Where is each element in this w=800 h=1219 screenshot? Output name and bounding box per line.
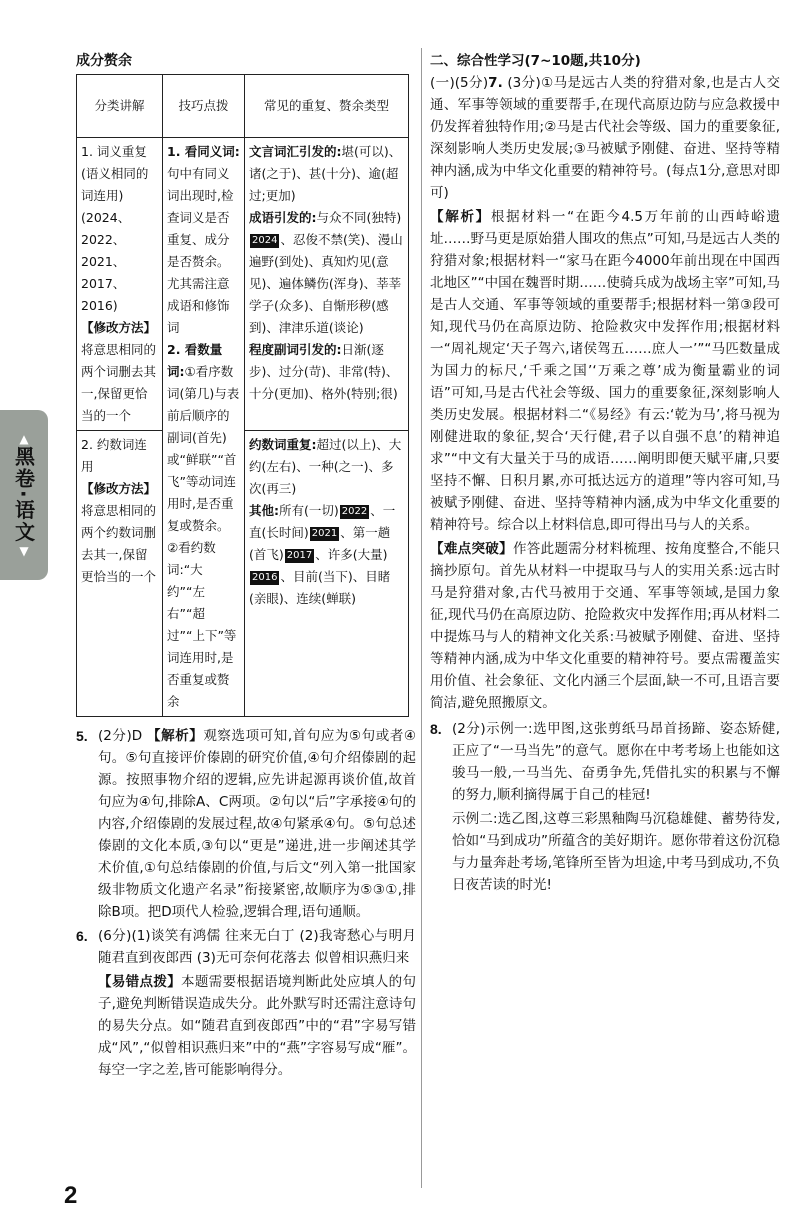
question-5-text: 观察选项可知,首句应为⑤句或者④句。⑤句直接评价傣剧的研究价值,④句介绍傣剧的起源。按照事物介绍的逻辑,应先讲起源再谈价值,故首句应为④句,排除A、C两项。②句以“后”字承接④句的内容,介绍傣剧的发展过程,故④句紧承④句。⑤句总述傣剧的文化本质,③句以“更是”递进,进一步阐述其学术价值,①句总结傣剧的价值,与后文“列入第一批国家级非物质文化遗产名录”衔接紧密,故顺序为⑤③①,排除B项。把D项代人检验,逻辑合理,语句通顺。 bbox=[98, 728, 416, 920]
type4-text: 超过(以上)、大约(左右)、一种(之一)、多次(再三) bbox=[249, 437, 402, 496]
question-7-tag1: 【解析】 bbox=[430, 209, 491, 225]
question-7-number: 7. bbox=[488, 75, 503, 91]
question-7-prefix: (一)(5分) bbox=[430, 75, 489, 91]
row2-types-cell bbox=[245, 431, 409, 717]
question-7 bbox=[430, 72, 780, 714]
question-5-head: (2分)D bbox=[98, 728, 143, 744]
year-badge: 2017 bbox=[286, 549, 313, 561]
type2-a: 与众不同(独特) bbox=[316, 210, 402, 225]
year-badge: 2021 bbox=[311, 527, 338, 539]
row1-category-cell bbox=[77, 138, 163, 431]
tip2-text: ①看序数词(第几)与表前后顺序的副词(首先)或“鲜联”“首飞”等动词连用时,是否重复或赘余。②看约数词:“大约”“左右”“超过”“上下”等词连用时,是否重复或赘余 bbox=[167, 364, 240, 709]
row1-fix-tag: 【修改方法】 bbox=[81, 320, 157, 335]
year-badge: 2016 bbox=[252, 571, 278, 583]
row1-fix-text: 将意思相同的两个词删去其一,保留更恰当的一个 bbox=[81, 342, 157, 423]
question-8-example2 bbox=[452, 808, 780, 896]
other-title: 其他: bbox=[249, 503, 279, 518]
question-7-answer: (3分)①马是远古人类的狩猎对象,也是古人交通、军事等领域的重要帮手,在现代高原边防与应急救援中仍发挥着独特作用;②马是古代社会等级、国力的重要象征,深刻影响人类历史发展;③马被赋予刚健、奋进、坚持等精神内涵,成为中华文化重要的精神符号。(每点1分,意思对即可) bbox=[430, 75, 780, 201]
table-header-types: 常见的重复、赘余类型 bbox=[245, 75, 409, 138]
question-7-text2: 作答此题需分材料梳理、按角度整合,不能只摘抄原句。首先从材料一中提取马与人的实用关系:远古时马是狩猎对象,古代马被用于交通、军事等领域,是国力象征,现代马仍在高原边防、抢险救灾中发挥作用;再从材料二中提炼马与人的精神文化关系:马被赋予刚健、奋进、坚持等精神内涵,成为中华文化重要的精神符号。要点需覆盖实用价值、社会象征、文化内涵三个层面,缺一不可,且语言要简洁,避免照搬原文。 bbox=[430, 541, 780, 711]
question-6-explain bbox=[98, 971, 416, 1081]
question-5-tag: 【解析】 bbox=[147, 728, 204, 744]
type4-title: 约数词重复: bbox=[249, 437, 317, 452]
table-header-row bbox=[77, 75, 409, 138]
type3-text: 日渐(逐步)、过分(苛)、非常(特)、十分(更加)、格外(特别;很) bbox=[249, 342, 399, 401]
question-6-text: 本题需要根据语境判断此处应填人的句子,避免判断错误造成失分。此外默写时还需注意诗句的易失分点。如“随君直到夜郎西”中的“君”字易写错成“风”,“似曾相识燕归来”中的“燕”字容易写成“雁”。每空一字之差,皆可能影响得分。 bbox=[98, 974, 417, 1078]
row2-fix-tag: 【修改方法】 bbox=[81, 481, 157, 496]
question-8-number: 8. bbox=[430, 721, 442, 737]
right-column bbox=[430, 50, 780, 898]
table-row bbox=[77, 138, 409, 431]
other-e: 、目前(当下)、目睹(亲眼)、连续(蝉联) bbox=[249, 569, 391, 606]
question-5 bbox=[76, 725, 416, 923]
chevron-down-icon: ▼ bbox=[19, 543, 29, 558]
tip2-title: 2. 看数量词: bbox=[167, 342, 223, 379]
type2-b: 、忍俊不禁(笑)、漫山遍野(到处)、真知灼见(意见)、遍体鳞伤(浑身)、莘莘学子(众多)、自惭形秽(感到)、津津乐道(谈论) bbox=[249, 232, 403, 335]
table-header-category: 分类讲解 bbox=[77, 75, 163, 138]
question-7-tag2: 【难点突破】 bbox=[430, 541, 513, 557]
question-8 bbox=[430, 718, 780, 896]
other-a: 所有(一切) bbox=[279, 503, 339, 518]
type2-title: 成语引发的: bbox=[249, 210, 317, 225]
year-badge: 2024 bbox=[252, 234, 278, 246]
question-6-number: 6. bbox=[76, 928, 88, 944]
tip1-title: 1. 看同义词: bbox=[167, 144, 240, 159]
type3-title: 程度副词引发的: bbox=[249, 342, 342, 357]
redundancy-table bbox=[76, 74, 409, 717]
row2-fix-text: 将意思相同的两个约数词删去其一,保留更恰当的一个 bbox=[81, 503, 157, 584]
other-d: 、许多(大量) bbox=[315, 547, 388, 562]
other-b: 、一直(长时间) bbox=[249, 503, 396, 540]
question-7-text1: 根据材料一“在距今4.5万年前的山西峙峪遗址……野马更是原始猎人围攻的焦点”可知,马是远古人类的狩猎对象;根据材料一“家马在距今4000年前出现在中国西北地区”“中国在魏晋时期……使骑兵成为战场主宰”可知,马是古人交通、军事等领域的重要帮手;根据材料一第③段可知,现代马仍在高原边防、抢险救灾中发挥作用;根据材料一“周礼规定‘天子驾六,诸侯驾五……庶人一’”“马匹数量成为国力的标尺,‘千乘之国’‘万乘之尊’成为衡量霸业的词语”可知,马是古代社会等级、国力的重要象征,深刻影响人类历史发展。根据材料二“《易经》有云:‘乾为马’,将马视为刚健进取的象征,契合‘天行健,君子以自强不息’的精神追求”“中文有大量关于马的成语……阐明即便天赋平庸,只要坚持不懈、日积月累,亦可抵达远方的道理”等内容可知,马被赋予刚健、奋进、坚持等精神内涵,成为中华文化重要的精神符号。综合以上材料信息,即可得出马与人的关系。 bbox=[430, 209, 781, 533]
table-header-tips: 技巧点拨 bbox=[163, 75, 245, 138]
subject-tab bbox=[0, 410, 48, 580]
question-5-number: 5. bbox=[76, 728, 88, 744]
chevron-up-icon: ▲ bbox=[19, 432, 29, 447]
question-6-tag: 【易错点拨】 bbox=[98, 974, 182, 990]
question-7-analysis bbox=[430, 206, 780, 536]
other-c: 、第一趟(首飞) bbox=[249, 525, 391, 562]
question-8-text1: (2分)示例一:选甲图,这张剪纸马昂首扬蹄、姿态矫健,正应了“一马当先”的意气。愿你在中考考场上也能如这骏马一般,一马当先、奋勇争先,凭借扎实的积累与不懈的努力,顺利摘得属于自己的桂冠! bbox=[452, 721, 780, 803]
section-title: 成分赘余 bbox=[76, 53, 132, 69]
tips-cell bbox=[163, 138, 245, 717]
year-badge: 2022 bbox=[341, 505, 368, 517]
tip1-text: 句中有同义词出现时,检查词义是否重复、成分是否赘余。尤其需注意成语和修饰词 bbox=[167, 166, 234, 335]
part2-title: 二、综合性学习(7~10题,共10分) bbox=[430, 53, 641, 69]
row1-category: 1. 词义重复(语义相同的词连用)(2024、2022、2021、2017、2016) bbox=[81, 144, 149, 313]
question-6-answer: (6分)(1)谈笑有鸿儒 往来无白丁 (2)我寄愁心与明月 随君直到夜郎西 (3)无可奈何花落去 似曾相识燕归来 bbox=[98, 928, 416, 966]
question-7-breakthrough bbox=[430, 538, 780, 714]
question-8-text2: 示例二:选乙图,这尊三彩黑釉陶马沉稳雄健、蓄势待发,恰如“马到成功”所蕴含的美好期许。愿你带着这份沉稳与力量奔赴考场,笔锋所至皆为坦途,中考马到成功,不负日夜苦读的时光! bbox=[452, 811, 780, 893]
row1-types-cell bbox=[245, 138, 409, 431]
question-6 bbox=[76, 925, 416, 1081]
left-column bbox=[76, 50, 416, 1083]
type1-title: 文言词汇引发的: bbox=[249, 144, 342, 159]
row2-category: 2. 约数词连用 bbox=[81, 437, 147, 474]
type1-text: 堪(可以)、诸(之于)、甚(十分)、逾(超过;更加) bbox=[249, 144, 402, 203]
subject-tab-label: 黑卷·语文 bbox=[11, 446, 36, 544]
column-divider bbox=[421, 48, 422, 1188]
page-number: 2 bbox=[64, 1182, 78, 1209]
row2-category-cell bbox=[77, 431, 163, 717]
